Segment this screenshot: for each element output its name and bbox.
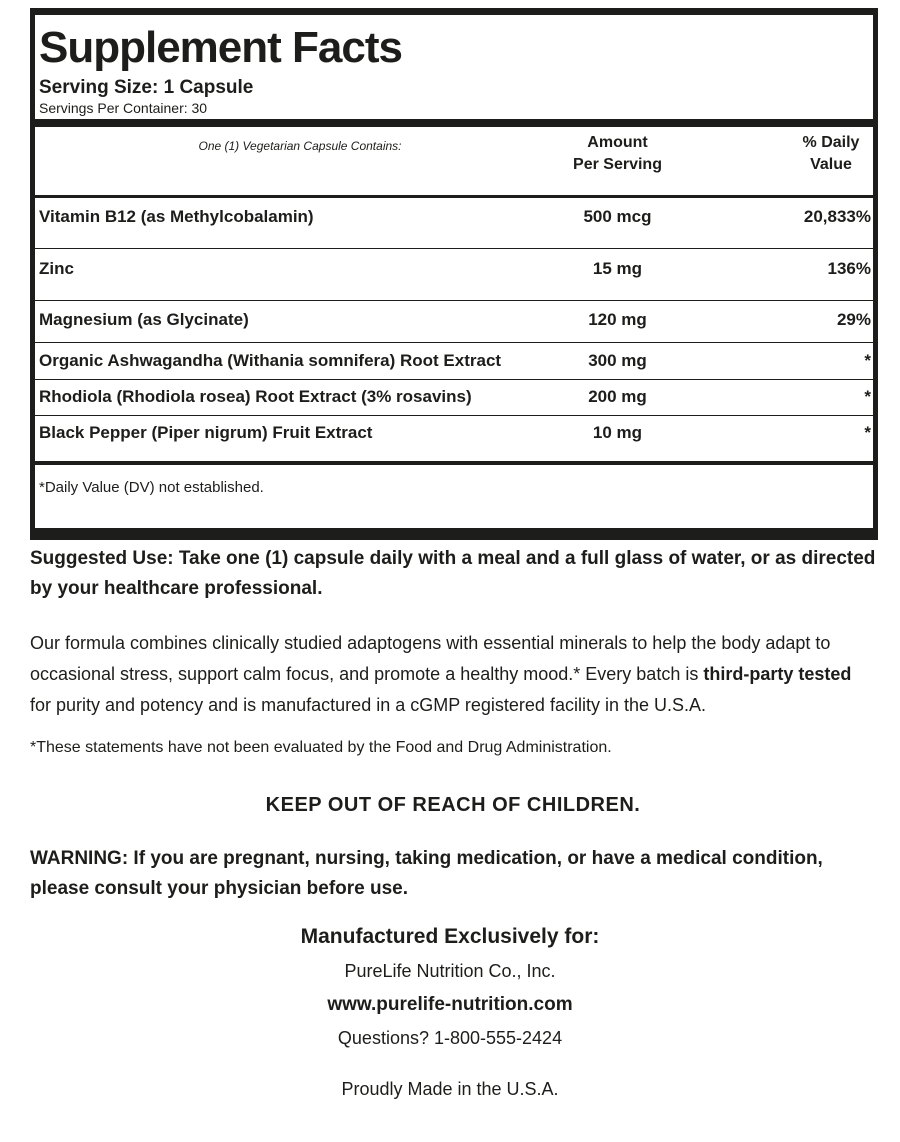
table-row-amount: 120 mg — [588, 310, 647, 329]
description-bold-part: third-party tested — [703, 664, 852, 684]
table-row-name: Magnesium (as Glycinate) — [39, 310, 249, 329]
table-row-name: Vitamin B12 (as Methylcobalamin) — [39, 207, 314, 226]
capsule-note: One (1) Vegetarian Capsule Contains: — [198, 139, 402, 153]
row-rule — [35, 342, 873, 343]
website-line: www.purelife-nutrition.com — [327, 994, 573, 1015]
phone-line: Questions? 1-800-555-2424 — [337, 1028, 563, 1048]
table-row-dv: * — [864, 387, 871, 406]
table-row-name: Rhodiola (Rhodiola rosea) Root Extract (3% rosavins) — [39, 387, 472, 406]
table-row-amount: 15 mg — [592, 259, 643, 278]
label-body-text — [30, 544, 876, 904]
table-row-amount: 200 mg — [588, 387, 647, 406]
description-paragraph — [30, 628, 876, 721]
serving-size-line: Serving Size: 1 Capsule — [39, 77, 254, 98]
column-header-amount-line2: Per Serving — [573, 156, 662, 173]
suggested-use-paragraph: Suggested Use: Take one (1) capsule daily with a meal and a full glass of water, or as directed by your healthcare professional. — [30, 548, 876, 599]
made-in-usa-line: Proudly Made in the U.S.A. — [341, 1079, 559, 1099]
company-name-line: PureLife Nutrition Co., Inc. — [344, 961, 556, 981]
row-rule — [35, 415, 873, 416]
column-header-amount — [530, 132, 705, 176]
table-row-amount: 10 mg — [592, 423, 643, 442]
dv-footnote: *Daily Value (DV) not established. — [39, 479, 264, 496]
manufacturer-block — [0, 925, 900, 1100]
column-header-dv — [789, 132, 873, 176]
panel-title: Supplement Facts — [39, 23, 402, 72]
fda-disclaimer: *These statements have not been evaluated by the Food and Drug Administration. — [30, 739, 612, 756]
table-row-dv: * — [864, 423, 871, 442]
table-row-name: Black Pepper (Piper nigrum) Fruit Extract — [39, 423, 373, 442]
manufactured-for-line: Manufactured Exclusively for: — [300, 925, 600, 948]
header-rule — [35, 195, 873, 198]
table-row-dv: 29% — [836, 310, 871, 329]
warning-paragraph: WARNING: If you are pregnant, nursing, taking medication, or have a medical condition, please consult your physician before use. — [30, 848, 823, 899]
column-header-amount-line1: Amount — [587, 134, 648, 151]
row-rule — [35, 379, 873, 380]
column-header-dv-line1: % Daily — [802, 134, 860, 151]
column-header-dv-line2: Value — [810, 156, 852, 173]
servings-per-container-line: Servings Per Container: 30 — [39, 100, 208, 116]
row-rule — [35, 300, 873, 301]
supplement-facts-panel — [30, 8, 878, 540]
table-row-name: Zinc — [39, 259, 74, 278]
table-row-dv: * — [864, 351, 871, 370]
table-row-amount: 300 mg — [588, 351, 647, 370]
description-part2: for purity and potency and is manufactured in a cGMP registered facility in the U.S.A. — [30, 695, 707, 715]
keep-out-of-reach-line: KEEP OUT OF REACH OF CHILDREN. — [265, 794, 641, 816]
table-row-dv: 20,833% — [803, 207, 871, 226]
thick-divider-bar — [35, 119, 873, 127]
table-row-amount: 500 mcg — [583, 207, 652, 226]
description-part1: Our formula combines clinically studied adaptogens with essential minerals to help the body adapt to occasional stress, support calm focus, and promote a healthy mood.* Every batch is — [30, 633, 831, 684]
table-row-name: Organic Ashwagandha (Withania somnifera) Root Extract — [39, 351, 502, 370]
footnote-rule — [35, 461, 873, 465]
row-rule — [35, 248, 873, 249]
table-row-dv: 136% — [827, 259, 871, 278]
